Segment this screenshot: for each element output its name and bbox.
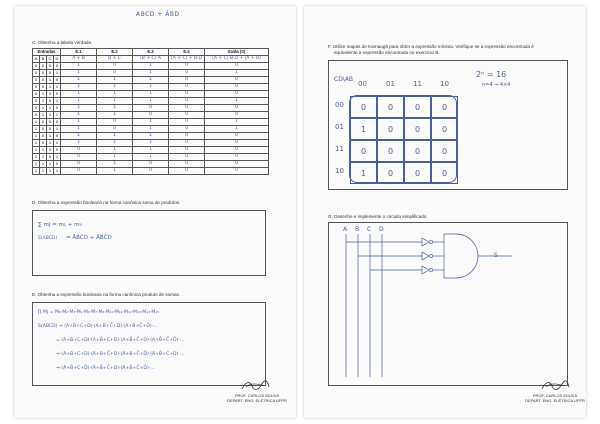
table-row [33, 112, 269, 119]
table-cell-value: 0 [205, 63, 269, 70]
header-e3: E.3 [133, 49, 169, 56]
kmap-row-label-3: 10 [335, 167, 344, 175]
header-e4: E.4 [169, 49, 205, 56]
signature-right-dept: DEPART. ENG. ELÉTRICA UFPR [525, 398, 585, 403]
section-d-line-2-right: = ĀB̄C̄D + ĀB̄C̄D [66, 235, 112, 241]
kmap-row-label-2: 11 [335, 145, 344, 153]
circuit-input-label-a: A [343, 226, 348, 233]
kmap-cell: 0 [404, 162, 431, 184]
table-cell-value: 0 [205, 77, 269, 84]
table-cell-value: 0 [61, 161, 97, 168]
table-row [33, 140, 269, 147]
table-cell-value: 1 [97, 168, 133, 175]
table-cell-input: 0 [40, 63, 47, 70]
and-gate [444, 234, 478, 278]
table-cell-value: 1 [97, 98, 133, 105]
not-gate-3 [422, 266, 429, 274]
table-cell-value: 1 [61, 63, 97, 70]
table-cell-input: 1 [47, 133, 54, 140]
table-cell-value: 0 [205, 168, 269, 175]
section-d-label: D. Obtenha a expressão booleana na forma canônica soma de produtos. [32, 200, 181, 205]
section-d-answer-box [32, 210, 266, 276]
table-cell-input: 0 [47, 98, 54, 105]
section-e-line-1: ∏ Mj = M₀·M₂·M₃·M₄·M₆·M₇·M₈·M₁₀·M₁₁·M₁₂·M₁₃·M₁₄·M₁₅ [38, 310, 159, 315]
header-saida: Saída (S) [205, 49, 269, 56]
table-cell-value: 1 [133, 84, 169, 91]
table-cell-value: 1 [61, 84, 97, 91]
section-c-label: C. Obtenha a tabela verdade. [32, 40, 93, 45]
table-cell-input: 1 [54, 84, 61, 91]
kmap-note-1: 2ⁿ = 16 [476, 70, 507, 79]
kmap-cell: 0 [377, 118, 404, 140]
table-cell-input: 1 [40, 154, 47, 161]
table-cell-input: 0 [54, 91, 61, 98]
not-gate-2-bubble [429, 254, 433, 258]
circuit-output-label: S [494, 252, 498, 259]
kmap-corner-label: CD\AB [334, 76, 354, 83]
table-cell-value: 0 [169, 119, 205, 126]
table-cell-value: 0 [169, 154, 205, 161]
table-cell-input: 1 [54, 98, 61, 105]
sub-header-saida: (Ā + C̄)·B̄·D + (Ā + B̄) [205, 56, 269, 63]
truth-table-group-header-row [33, 49, 269, 56]
kmap-cell: 0 [431, 96, 458, 118]
truth-table-body [33, 63, 269, 175]
table-cell-value: 1 [61, 112, 97, 119]
table-cell-value: 0 [205, 105, 269, 112]
table-cell-input: 0 [33, 77, 40, 84]
table-row [33, 154, 269, 161]
circuit-input-label-c: C [367, 226, 372, 233]
sub-header-e4: (Ā + C̄) + B̄·D [169, 56, 205, 63]
table-cell-value: 0 [169, 91, 205, 98]
table-cell-value: 1 [133, 77, 169, 84]
table-cell-value: 0 [169, 98, 205, 105]
table-cell-value: 0 [205, 147, 269, 154]
table-cell-input: 0 [40, 70, 47, 77]
table-row [33, 77, 269, 84]
table-cell-value: 0 [205, 133, 269, 140]
table-cell-value: 1 [133, 70, 169, 77]
kmap-row-label-1: 01 [335, 123, 344, 131]
table-cell-value: 1 [205, 126, 269, 133]
table-cell-value: 1 [133, 147, 169, 154]
table-cell-input: 0 [54, 77, 61, 84]
table-cell-value: 1 [133, 126, 169, 133]
table-cell-value: 0 [169, 126, 205, 133]
table-cell-input: 1 [47, 161, 54, 168]
table-cell-value: 1 [205, 119, 269, 126]
table-cell-input: 0 [33, 91, 40, 98]
section-d-line-2-left: S(ABCD) [38, 236, 58, 241]
sub-header-e1: Ā + B̄ [61, 56, 97, 63]
not-gate-1 [422, 238, 429, 246]
kmap-row-label-0: 00 [335, 101, 344, 109]
table-cell-value: 1 [133, 91, 169, 98]
table-cell-value: 1 [205, 70, 269, 77]
kmap-cell: 0 [431, 162, 458, 184]
kmap-cell: 0 [377, 162, 404, 184]
table-cell-input: 0 [33, 98, 40, 105]
table-cell-value: 0 [169, 63, 205, 70]
circuit-diagram [340, 232, 520, 382]
table-cell-value: 1 [97, 84, 133, 91]
section-e-line-4: ⇒ (Ā+B+C+D)·(Ā+B+C̄+D)·(Ā+B+C̄+D̄)·(Ā+B̄+C+D)·… [56, 352, 185, 357]
table-cell-input: 0 [33, 112, 40, 119]
table-cell-value: 1 [97, 133, 133, 140]
table-cell-input: 1 [40, 161, 47, 168]
table-cell-input: 1 [33, 168, 40, 175]
header-hand-note: ABCD + ĀBD [136, 11, 180, 18]
kmap-cell: 0 [431, 118, 458, 140]
table-cell-input: 0 [33, 84, 40, 91]
table-cell-value: 0 [169, 140, 205, 147]
table-cell-input: 0 [54, 63, 61, 70]
table-cell-input: 1 [47, 140, 54, 147]
table-cell-value: 0 [97, 70, 133, 77]
table-cell-input: 1 [54, 154, 61, 161]
not-gate-1-bubble [429, 240, 433, 244]
table-cell-input: 0 [40, 119, 47, 126]
table-cell-value: 1 [133, 133, 169, 140]
table-cell-input: 1 [33, 154, 40, 161]
table-cell-value: 0 [205, 84, 269, 91]
table-cell-value: 1 [97, 161, 133, 168]
section-e-line-5: ⇒ (Ā+B̄+C+D̄)·(Ā+B̄+C̄+D)·(Ā+B̄+C̄+D̄)·… [56, 366, 155, 371]
table-cell-value: 0 [61, 168, 97, 175]
table-cell-value: 1 [61, 91, 97, 98]
table-row [33, 98, 269, 105]
kmap-col-label-2: 11 [413, 80, 422, 88]
table-cell-value: 0 [205, 161, 269, 168]
not-gate-3-bubble [429, 268, 433, 272]
table-cell-value: 1 [133, 98, 169, 105]
table-cell-value: 1 [61, 119, 97, 126]
signature-scribble-left [240, 380, 270, 392]
header-entradas: Entradas [33, 49, 61, 56]
kmap-cell: 1 [350, 118, 377, 140]
table-cell-input: 1 [54, 112, 61, 119]
table-cell-value: 0 [169, 147, 205, 154]
sub-header-e3: (B̄ + C̄)·A [133, 56, 169, 63]
table-cell-value: 1 [97, 147, 133, 154]
signature-scribble-right [540, 380, 570, 392]
table-cell-input: 0 [54, 133, 61, 140]
table-cell-input: 1 [33, 140, 40, 147]
table-row [33, 119, 269, 126]
section-d-line-1: ∑ mj = m₁ + m₉ [38, 222, 82, 228]
karnaugh-map [349, 95, 457, 183]
table-row [33, 70, 269, 77]
table-cell-input: 0 [47, 154, 54, 161]
section-e-line-3: = (A+B+C+D)·(A+B̄+C+D)·(A+B̄+C̄+D)·(A+B̄+C̄+D̄)·… [56, 338, 185, 343]
table-cell-input: 1 [33, 147, 40, 154]
section-g-label: G. Desenhe e implemente o circuito simplificado. [328, 214, 428, 219]
signature-left-name: PROF. CARLOS EDUVÁ [234, 393, 280, 398]
signature-right-name: PROF. CARLOS EDUVÁ [532, 393, 578, 398]
section-f-label-line-2: equivalente à expressão encontrada no exercício B. [334, 50, 440, 55]
table-cell-value: 1 [61, 77, 97, 84]
table-row [33, 63, 269, 70]
table-cell-value: 1 [205, 98, 269, 105]
signature-right [520, 393, 590, 403]
table-cell-input: 0 [47, 70, 54, 77]
table-row [33, 84, 269, 91]
table-cell-value: 0 [97, 63, 133, 70]
table-cell-value: 0 [133, 112, 169, 119]
table-row [33, 91, 269, 98]
table-cell-value: 1 [133, 119, 169, 126]
table-row [33, 147, 269, 154]
table-cell-input: 1 [54, 126, 61, 133]
table-cell-value: 1 [61, 133, 97, 140]
section-e-label: E. Obtenha a expressão booleana na forma canônica produto de somas. [32, 292, 181, 297]
table-cell-input: 0 [47, 63, 54, 70]
table-cell-input: 0 [54, 105, 61, 112]
table-cell-input: 0 [40, 126, 47, 133]
table-cell-value: 0 [97, 119, 133, 126]
table-cell-value: 0 [205, 112, 269, 119]
sub-header-a: A [33, 56, 40, 63]
kmap-note-2: n=4 ⇒ 4×4 [482, 82, 511, 88]
table-cell-value: 0 [169, 70, 205, 77]
table-cell-value: 1 [97, 112, 133, 119]
table-cell-value: 0 [169, 133, 205, 140]
table-cell-input: 1 [47, 168, 54, 175]
table-cell-value: 1 [61, 126, 97, 133]
table-cell-input: 0 [40, 84, 47, 91]
kmap-cell: 0 [404, 118, 431, 140]
kmap-cell: 0 [404, 96, 431, 118]
kmap-col-label-0: 00 [358, 80, 367, 88]
table-cell-value: 1 [97, 105, 133, 112]
table-cell-value: 1 [133, 140, 169, 147]
table-cell-input: 1 [40, 147, 47, 154]
table-cell-input: 1 [47, 84, 54, 91]
signature-left [222, 393, 292, 403]
table-cell-input: 0 [54, 119, 61, 126]
table-cell-value: 0 [133, 168, 169, 175]
table-cell-value: 0 [169, 168, 205, 175]
truth-table-sub-header-row [33, 56, 269, 63]
truth-table [32, 48, 269, 175]
table-cell-value: 0 [205, 140, 269, 147]
table-cell-input: 1 [40, 98, 47, 105]
table-cell-value: 0 [205, 91, 269, 98]
table-cell-input: 1 [33, 119, 40, 126]
table-row [33, 161, 269, 168]
table-cell-value: 1 [61, 140, 97, 147]
table-cell-value: 0 [169, 77, 205, 84]
header-e1: E.1 [61, 49, 97, 56]
sub-header-e2: B + C [97, 56, 133, 63]
circuit-input-label-b: B [355, 226, 360, 233]
table-cell-value: 0 [169, 112, 205, 119]
table-cell-value: 1 [61, 98, 97, 105]
table-cell-input: 1 [40, 112, 47, 119]
table-cell-input: 0 [40, 77, 47, 84]
table-cell-value: 0 [133, 161, 169, 168]
table-cell-input: 0 [54, 161, 61, 168]
table-cell-input: 1 [33, 161, 40, 168]
sub-header-d: D [54, 56, 61, 63]
table-cell-input: 1 [47, 105, 54, 112]
table-cell-input: 1 [40, 91, 47, 98]
table-cell-input: 0 [54, 147, 61, 154]
kmap-col-label-1: 01 [386, 80, 395, 88]
table-cell-value: 0 [205, 154, 269, 161]
table-cell-value: 0 [169, 161, 205, 168]
table-cell-input: 1 [54, 140, 61, 147]
signature-left-dept: DEPART. ENG. ELÉTRICA UFPR [227, 398, 287, 403]
table-cell-input: 1 [47, 112, 54, 119]
section-f-label-line-1: F. Utilize mapas de Karnaugh para obter a expressão mínima. Verifique se a expressão encontrada é [328, 44, 534, 49]
table-row [33, 133, 269, 140]
table-cell-input: 1 [40, 168, 47, 175]
section-e-line-2: S(ABCD) ⇒ (A+B+C+D)·(A+B+C̄+D)·(A+B+C̄+D̄)·… [38, 324, 158, 329]
table-cell-value: 1 [97, 140, 133, 147]
table-row [33, 168, 269, 175]
table-cell-value: 1 [133, 63, 169, 70]
circuit-input-label-d: D [379, 226, 384, 233]
table-cell-value: 1 [97, 91, 133, 98]
kmap-cell: 0 [350, 96, 377, 118]
kmap-cell: 0 [377, 96, 404, 118]
table-cell-input: 0 [40, 140, 47, 147]
table-row [33, 105, 269, 112]
table-cell-value: 0 [61, 147, 97, 154]
table-cell-input: 1 [47, 77, 54, 84]
table-cell-input: 0 [47, 126, 54, 133]
kmap-cell: 0 [431, 140, 458, 162]
table-cell-value: 0 [133, 105, 169, 112]
table-cell-value: 1 [97, 154, 133, 161]
table-row [33, 126, 269, 133]
table-cell-input: 0 [47, 147, 54, 154]
table-cell-input: 0 [33, 70, 40, 77]
table-cell-value: 0 [61, 154, 97, 161]
table-cell-input: 1 [54, 70, 61, 77]
not-gate-2 [422, 252, 429, 260]
table-cell-input: 1 [54, 168, 61, 175]
table-cell-input: 0 [47, 119, 54, 126]
table-cell-input: 0 [33, 63, 40, 70]
table-cell-input: 0 [40, 133, 47, 140]
sub-header-b: B [40, 56, 47, 63]
kmap-cell: 0 [350, 140, 377, 162]
kmap-cell: 1 [350, 162, 377, 184]
table-cell-value: 1 [61, 105, 97, 112]
table-cell-value: 1 [133, 154, 169, 161]
table-cell-value: 0 [169, 84, 205, 91]
table-cell-value: 1 [61, 70, 97, 77]
table-cell-value: 0 [97, 126, 133, 133]
kmap-cell: 0 [404, 140, 431, 162]
table-cell-input: 0 [33, 105, 40, 112]
table-cell-input: 0 [47, 91, 54, 98]
table-cell-input: 1 [33, 126, 40, 133]
table-cell-value: 1 [97, 77, 133, 84]
sub-header-c: C [47, 56, 54, 63]
table-cell-input: 1 [40, 105, 47, 112]
kmap-cell: 0 [377, 140, 404, 162]
header-e2: E.2 [97, 49, 133, 56]
table-cell-value: 0 [169, 105, 205, 112]
kmap-col-label-3: 10 [440, 80, 449, 88]
table-cell-input: 1 [33, 133, 40, 140]
